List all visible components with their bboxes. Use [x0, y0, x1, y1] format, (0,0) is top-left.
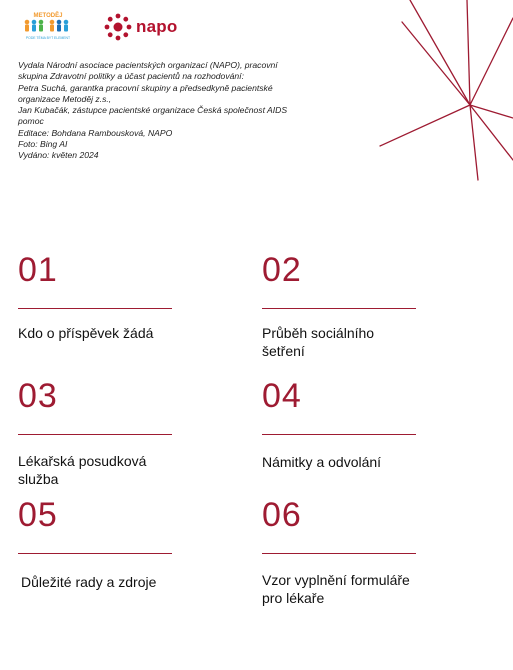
section-01[interactable]: [18, 251, 178, 341]
napo-logo-text: napo: [136, 17, 178, 36]
section-title: Lékařská posudková služba: [18, 453, 147, 487]
napo-logo: [103, 10, 177, 44]
section-divider: [262, 553, 416, 554]
section-number: 01: [18, 251, 58, 289]
section-number: 06: [262, 496, 302, 534]
section-number: 02: [262, 251, 302, 289]
publication-credits: [18, 60, 373, 162]
metodej-logo-subtext: PODE TÉMA BYT ELEMENT: [25, 36, 71, 40]
section-02[interactable]: [262, 251, 422, 359]
credits-line: Vydala Národní asociace pacientských organizací (NAPO), pracovní: [18, 60, 278, 70]
section-number: 05: [18, 496, 58, 534]
metodej-logo: [22, 10, 74, 44]
section-title: Vzor vyplnění formuláře pro lékaře: [262, 572, 410, 606]
credits-published: Vydáno: květen 2024: [18, 150, 99, 161]
section-number: 04: [262, 377, 302, 415]
credits-line: pomoc: [18, 116, 44, 127]
section-03[interactable]: [18, 377, 178, 487]
credits-line: Petra Suchá, garantka pracovní skupiny a předsedkyně pacientské: [18, 82, 273, 93]
section-divider: [18, 308, 172, 309]
section-divider: [18, 553, 172, 554]
credits-line: Jan Kubačák, zástupce pacientské organizace Česká společnost AIDS: [18, 105, 288, 116]
section-05[interactable]: [18, 496, 178, 590]
credits-line: organizace Metoděj z.s.,: [18, 93, 112, 104]
credits-photo: Foto: Bing AI: [18, 139, 68, 150]
section-04[interactable]: [262, 377, 422, 470]
section-06[interactable]: [262, 496, 422, 606]
section-title: Kdo o příspěvek žádá: [18, 325, 154, 341]
section-divider: [262, 308, 416, 309]
credits-line: skupina Zdravotní politiky a účast pacientů na rozhodování:: [18, 71, 244, 82]
section-title: Průběh sociálního šetření: [262, 325, 375, 359]
section-title: Důležité rady a zdroje: [21, 574, 157, 590]
napo-logo-mark: [103, 12, 133, 42]
section-title: Námitky a odvolání: [262, 454, 382, 470]
metodej-logo-text: METODĚJ: [33, 13, 63, 19]
section-number: 03: [18, 377, 58, 415]
credits-editor: Editace: Bohdana Rambousková, NAPO: [18, 127, 173, 138]
section-divider: [18, 434, 172, 435]
section-divider: [262, 434, 416, 435]
